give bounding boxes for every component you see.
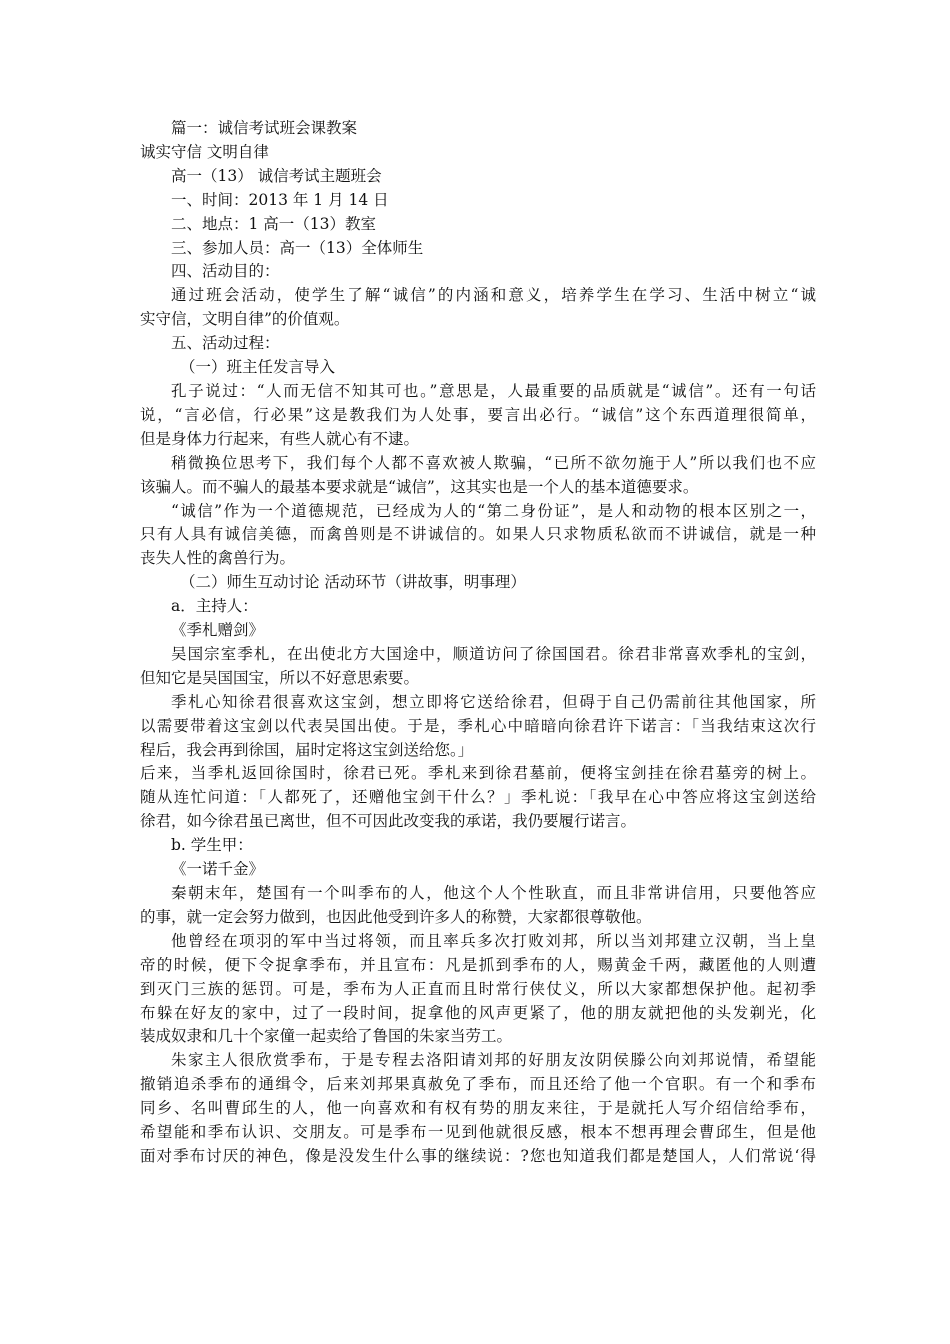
text-line: 到灭门三族的惩罚。可是，季布为人正直而且时常行侠仗义，所以大家都想保护他。起初季	[140, 979, 816, 998]
text-line: 实守信，文明自律”的价值观。	[140, 310, 350, 329]
story-title: 《一诺千金》	[171, 860, 265, 879]
class-meeting-title: 高一（13） 诚信考试主题班会	[171, 166, 382, 185]
text-line: 孔子说过：“人而无信不知其可也。”意思是，人最重要的品质就是“诚信”。还有一句话	[171, 381, 816, 400]
text-line: 帝的时候，便下令捉拿季布，并且宣布：凡是抓到季布的人，赐黄金千两，藏匿他的人则遭	[140, 955, 816, 974]
text-line: 的事，就一定会努力做到，也因此他受到许多人的称赞，大家都很尊敬他。	[140, 907, 652, 926]
text-line: 他曾经在项羽的军中当过将领，而且率兵多次打败刘邦，所以当刘邦建立汉朝，当上皇	[171, 931, 816, 950]
doc-title: 篇一：诚信考试班会课教案	[171, 119, 358, 137]
time-line: 一、时间：2013 年 1 月 14 日	[171, 190, 389, 209]
purpose-heading: 四、活动目的：	[171, 262, 280, 281]
text-line: 该骗人。而不骗人的最基本要求就是“诚信”，这其实也是一个人的基本道德要求。	[140, 477, 699, 496]
text-line: 程后，我会再到徐国，届时定将这宝剑送给您。」	[140, 740, 474, 759]
section-heading: （一）班主任发言导入	[180, 358, 336, 377]
text-line: 同乡、名叫曹邱生的人，他一向喜欢和有权有势的朋友来往，于是就托人写介绍信给季布，	[140, 1099, 816, 1118]
text-line: 撤销追杀季布的通缉令，后来刘邦果真赦免了季布，而且还给了他一个官职。有一个和季布	[140, 1075, 816, 1094]
theme-heading: 诚实守信 文明自律	[140, 142, 269, 161]
section-heading: （二）师生互动讨论 活动环节（讲故事，明事理）	[180, 573, 526, 592]
text-line: 朱家主人很欣赏季布，于是专程去洛阳请刘邦的好朋友汝阴侯滕公向刘邦说情，希望能	[171, 1051, 816, 1070]
text-line: 但知它是吴国国宝，所以不好意思索要。	[140, 668, 420, 687]
story-title: 《季札赠剑》	[171, 621, 265, 640]
document-page	[140, 117, 816, 1169]
text-line: 丧失人性的禽兽行为。	[140, 549, 296, 568]
text-line: 徐君，如今徐君虽已离世，但不可因此改变我的承诺，我仍要履行诺言。	[140, 812, 637, 831]
text-line: 后来，当季札返回徐国时，徐君已死。季札来到徐君墓前，便将宝剑挂在徐君墓旁的树上。	[140, 764, 816, 783]
process-heading: 五、活动过程：	[171, 334, 280, 353]
text-line: 希望能和季布认识、交朋友。可是季布一见到他就很反感，根本不想再理会曹邱生，但是他	[140, 1123, 816, 1142]
text-line: 只有人具有诚信美德，而禽兽则是不讲诚信的。如果人只求物质私欲而不讲诚信，就是一种	[140, 525, 816, 544]
speaker-label: b. 学生甲：	[171, 836, 253, 855]
speaker-label: a．主持人：	[171, 597, 258, 616]
text-line: 装成奴隶和几十个家僮一起卖给了鲁国的朱家当劳工。	[140, 1027, 513, 1046]
text-line: 以需要带着这宝剑以代表吴国出使。于是，季札心中暗暗向徐君许下诺言：「当我结束这次行	[140, 716, 816, 735]
text-line: 通过班会活动，使学生了解“诚信”的内涵和意义，培养学生在学习、生活中树立“诚	[171, 286, 816, 305]
participants-line: 三、参加人员：高一（13）全体师生	[171, 238, 424, 257]
text-line: 吴国宗室季札，在出使北方大国途中，顺道访问了徐国国君。徐君非常喜欢季札的宝剑，	[171, 644, 816, 663]
text-line: 但是身体力行起来，有些人就心有不逮。	[140, 429, 420, 448]
text-line: 稍微换位思考下，我们每个人都不喜欢被人欺骗，“已所不欲勿施于人”所以我们也不应	[171, 453, 816, 472]
text-line: 布躲在好友的家中，过了一段时间，捉拿他的风声更紧了，他的朋友就把他的头发剃光，化	[140, 1003, 816, 1022]
text-line: 秦朝末年，楚国有一个叫季布的人，他这个人个性耿直，而且非常讲信用，只要他答应	[171, 884, 816, 902]
text-line: “诚信”作为一个道德规范，已经成为人的“第二身份证”，是人和动物的根本区别之一，	[171, 501, 816, 520]
text-line: 季札心知徐君很喜欢这宝剑，想立即将它送给徐君，但碍于自己仍需前往其他国家，所	[171, 692, 816, 711]
location-line: 二、地点：1 高一（13）教室	[171, 214, 377, 233]
text-line: 面对季布讨厌的神色，像是没发生什么事的继续说：?您也知道我们都是楚国人，人们常说‘得	[140, 1146, 816, 1165]
text-line: 随从连忙问道：「人都死了，还赠他宝剑干什么？」季札说：「我早在心中答应将这宝剑送给	[140, 788, 816, 807]
text-line: 说，“言必信，行必果”这是教我们为人处事，要言出必行。“诚信”这个东西道理很简单，	[140, 405, 816, 424]
